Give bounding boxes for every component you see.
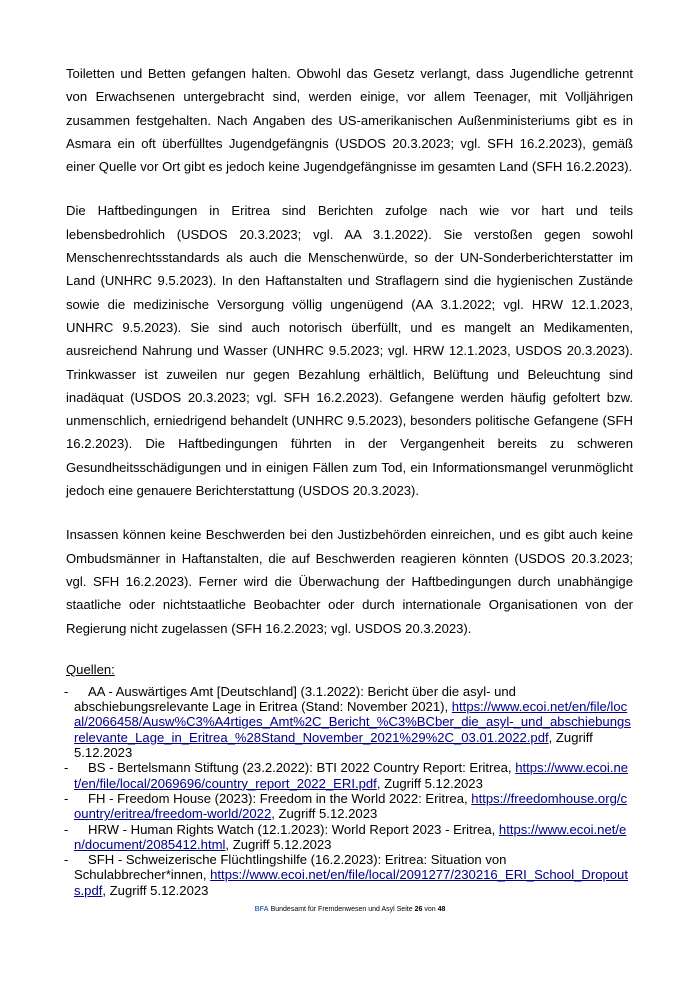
bullet-dash: - — [64, 760, 69, 776]
source-link[interactable]: https://www.ecoi.net/en/file/local/2069696/country_report_2022_ERI.pdf — [74, 760, 629, 791]
bullet-dash: - — [64, 821, 69, 837]
sources-section — [66, 661, 633, 898]
source-access-date: , Zugriff 5.12.2023 — [271, 806, 378, 822]
footer-total-pages: 48 — [437, 906, 446, 913]
sources-heading: Quellen: — [66, 661, 115, 677]
source-link[interactable]: https://freedomhouse.org/country/eritrea/freedom-world/2022 — [74, 790, 628, 822]
source-text: SFH - Schweizerische Flüchtlingshilfe (16.2.2023): Eritrea: Situation von Schulabbrecher*innen, — [74, 852, 507, 883]
source-item-bs — [66, 760, 633, 791]
paragraph-3: Insassen können keine Beschwerden bei den Justizbehörden einreichen, und es gibt auch keine Ombudsmänner in Haftanstalten, die auf Beschwerden reagieren könnten (USDOS 20.3.2023; vgl. SFH 16.2.2023). Ferner wird die Überwachung der Haftbedingungen durch unabhängige staatliche oder nichtstaatliche Beobachter oder durch internationale Organisationen von der Regierung nicht zugelassen (SFH 16.2.2023; vgl. USDOS 20.3.2023). — [66, 527, 633, 636]
page-footer — [0, 906, 700, 913]
footer-org-text: Bundesamt für Fremdenwesen und Asyl Seite — [270, 906, 413, 913]
source-text: BS - Bertelsmann Stiftung (23.2.2022): BTI 2022 Country Report: Eritrea, — [88, 760, 512, 776]
paragraph-2: Die Haftbedingungen in Eritrea sind Berichten zufolge nach wie vor hart und teils lebensbedrohlich (USDOS 20.3.2023; vgl. AA 3.1.2022). Sie verstoßen gegen sowohl Menschenrechtsstandards als auch die Menschenwürde, so der UN-Sonderberichterstatter im Land (UNHRC 9.5.2023). In den Haftanstalten und Straflagern sind die hygienischen Zustände sowie die medizinische Versorgung völlig ungenügend (AA 3.1.2022; vgl. HRW 12.1.2023, UNHRC 9.5.2023). Sie sind auch notorisch überfüllt, und es mangelt an Medikamenten, ausreichend Nahrung und Wasser (UNHRC 9.5.2023; vgl. HRW 12.1.2023, USDOS 20.3.2023). Trinkwasser ist zuweilen nur gegen Bezahlung erhältlich, Belüftung und Beleuchtung sind inadäquat (USDOS 20.3.2023; vgl. SFH 16.2.2023). Gefangene werden häufig gefoltert bzw. unmenschlich, erniedrigend behandelt (UNHRC 9.5.2023), besonders politische Gefangene (SFH 16.2.2023). Die Haftbedingungen führten in der Vergangenheit bereits zu schweren Gesundheitsschädigungen und in einigen Fällen zum Tod, ein Informationsmangel verunmöglicht jedoch eine genauere Berichterstattung (USDOS 20.3.2023). — [66, 203, 633, 499]
source-link[interactable]: https://www.ecoi.net/en/file/local/2091277/230216_ERI_School_Dropouts.pdf — [74, 867, 628, 898]
bullet-dash: - — [64, 683, 69, 699]
source-access-date: , Zugriff 5.12.2023 — [102, 882, 209, 898]
bfa-logo: BFA — [254, 906, 269, 913]
source-item-sfh — [66, 852, 633, 898]
source-item-fh — [66, 791, 633, 822]
bullet-dash: - — [64, 852, 69, 868]
source-access-date: , Zugriff 5.12.2023 — [74, 729, 593, 761]
source-link[interactable]: https://www.ecoi.net/en/file/local/2066458/Ausw%C3%A4rtiges_Amt%2C_Bericht_%C3%BCber_die_asyl-_und_abschiebungsrelevante_Lage_in_Eritrea_%28Stand_November_2021%29%2C_03.01.2022.pdf — [74, 699, 631, 745]
source-link[interactable]: https://www.ecoi.net/en/document/2085412.html — [74, 821, 627, 852]
document-body — [66, 62, 633, 898]
source-text: HRW - Human Rights Watch (12.1.2023): World Report 2023 - Eritrea, — [88, 821, 496, 837]
source-item-hrw — [66, 822, 633, 853]
source-access-date: , Zugriff 5.12.2023 — [376, 775, 483, 791]
sources-list — [66, 684, 633, 898]
footer-of-label: von — [424, 906, 436, 913]
source-text: AA - Auswärtiges Amt [Deutschland] (3.1.2022): Bericht über die asyl- und abschiebungsrelevante Lage in Eritrea (Stand: November 2021), — [74, 683, 516, 715]
footer-page-number: 26 — [414, 906, 423, 913]
bullet-dash: - — [64, 790, 69, 806]
paragraph-1: Toiletten und Betten gefangen halten. Obwohl das Gesetz verlangt, dass Jugendliche getrennt von Erwachsenen untergebracht sind, werden einige, vor allem Teenager, mit Volljährigen zusammen festgehalten. Nach Angaben des US-amerikanischen Außenministeriums gibt es in Asmara ein oft überfülltes Jugendgefängnis (USDOS 20.3.2023; vgl. SFH 16.2.2023), gemäß einer Quelle vor Ort gibt es jedoch keine Jugendgefängnisse im gesamten Land (SFH 16.2.2023). — [66, 66, 633, 175]
source-item-aa — [66, 684, 633, 760]
source-access-date: , Zugriff 5.12.2023 — [225, 836, 332, 852]
source-text: FH - Freedom House (2023): Freedom in the World 2022: Eritrea, — [88, 790, 468, 806]
